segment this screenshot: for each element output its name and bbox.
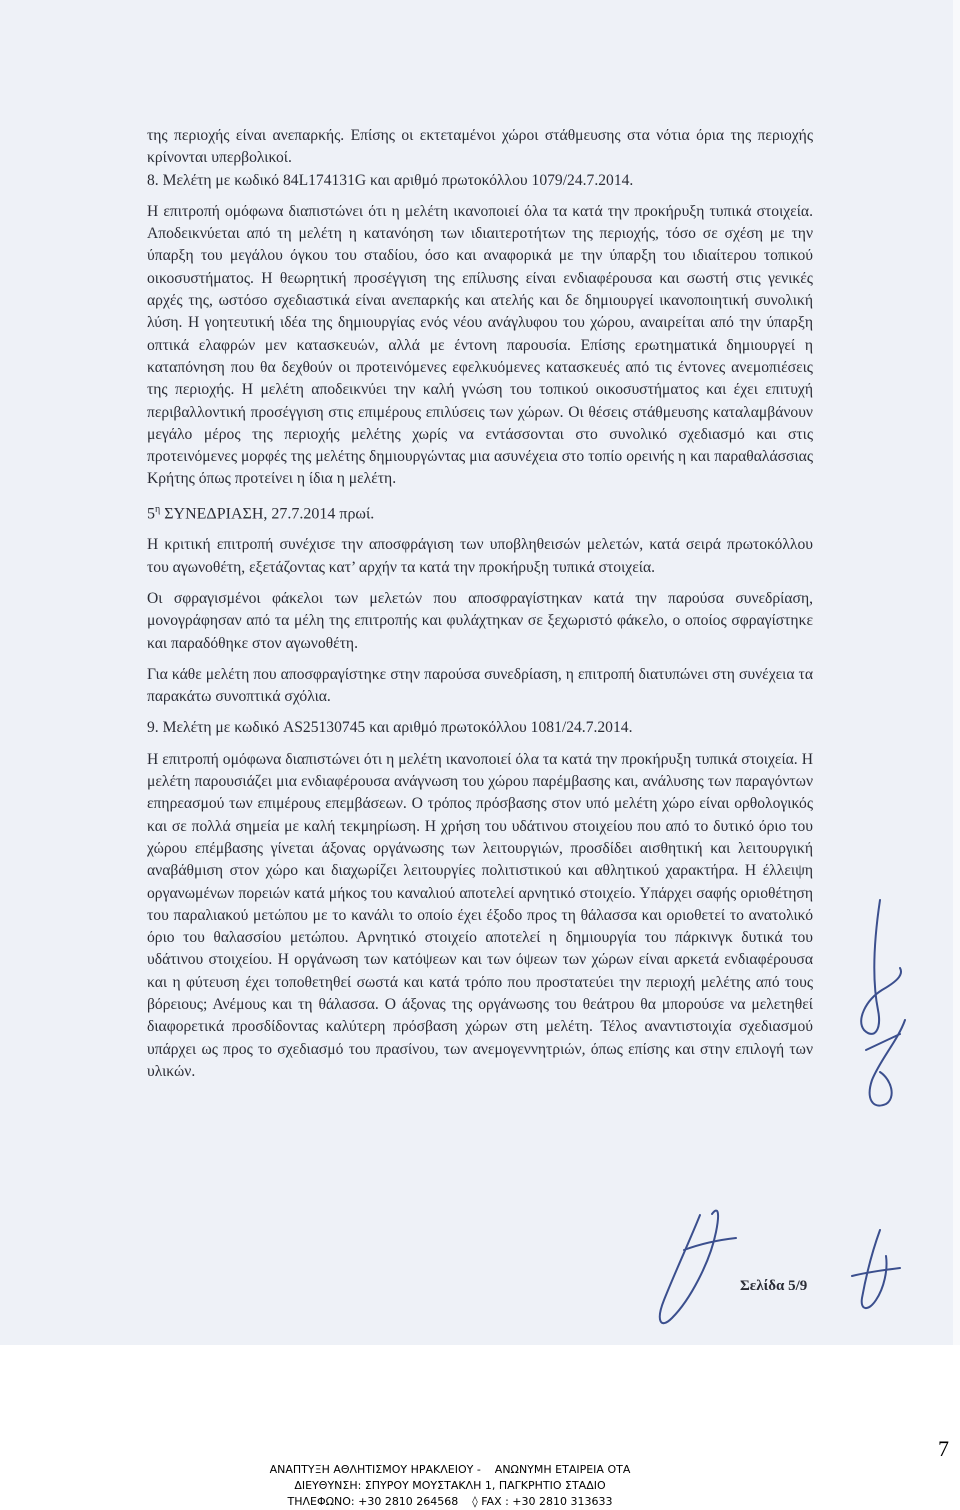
document-body xyxy=(147,125,813,1083)
paragraph-continuation: της περιοχής είναι ανεπαρκής. Επίσης οι εκτεταμένοι χώροι στάθμευσης στα νότια όρια της περιοχής κρίνονται υπερβολικοί. xyxy=(147,127,813,167)
session-intro-paragraph: Η κριτική επιτροπή συνέχισε την αποσφράγιση των υποβληθεισών μελετών, κατά σειρά πρωτοκόλλου του αγωνοθέτη, εξετάζοντας κατ’ αρχήν τα κατά την προκήρυξη τυπικά στοιχεία. xyxy=(147,536,813,576)
footer-line-1 xyxy=(180,1462,720,1478)
study-9-evaluation: Η επιτροπή ομόφωνα διαπιστώνει ότι η μελέτη ικανοποιεί όλα τα κατά την προκήρυξη τυπικά στοιχεία. Η μελέτη παρουσιάζει μια ενδιαφέρουσα ανάγνωση του χώρου παρέμβασης και, ανάλυσης των παραγόντων επηρεασμού των επιμέρους επεμβάσεων. Ο τρόπος πρόσβασης στον υπό μελέτη χώρο είναι ορθολογικός και σε πολλά σημεία με καλή τεκμηρίωση. Η χρήση του υδάτινου στοιχείου που από το δυτικό όριο του χώρου επέμβασης γίνεται άξονας οργάνωσης των λειτουργιών, προσδίδει αισθητική και λειτουργική αναβάθμιση στον χώρο και διαχωρίζει λειτουργίες πολιτιστικού και αθλητικού χαρακτήρα. Η έλλειψη οργανωμένων πορειών κατά μήκος του καναλιού αποτελεί αρνητικό στοιχείο. Υπάρχει σαφής οριοθέτηση του παραλιακού μετώπου με το κανάλι το οποίο έχει έξοδο προς τη θάλασσα και οριοθετεί το ανατολικό όριο του θαλασσίου μετώπου. Αρνητικό στοιχείο αποτελεί η δημιουργία του πάρκινγκ δυτικά του υδάτινου στοιχείου. Η οργάνωση των κατόψεων και των όψεων των χώρων είναι αρκετά ενδιαφέρουσα και η φύτευση έχει τοποθετηθεί σωστά και κατά τρόπο που προστατεύει την περιοχή μελέτης από τους βόρειους; Ανέμους και τη θάλασσα. Ο άξονας της οργάνωσης του θεάτρου θα μπορούσε να μελετηθεί διαφορετικά προσδίδοντας καλύτερη πρόσβαση χώρων στη μελέτη. Τέλος αναντιστοιχία σχεδιασμού υπάρχει ως προς το σχεδιασμό του πρασίνου, των ανεμογεννητριών, όπως επίσης και στην επιλογή των υλικών. xyxy=(147,750,813,1080)
study-8-heading: 8. Μελέτη με κωδικό 84L174131G και αριθμό πρωτοκόλλου 1079/24.7.2014. xyxy=(147,171,634,189)
page-label: Σελίδα 5/9 xyxy=(740,1278,808,1294)
footer-phone: ΤΗΛΕΦΩΝΟ: +30 2810 264568 xyxy=(287,1495,459,1508)
footer-address: ΔΙΕΥΘΥΝΣΗ: ΣΠΥΡΟΥ ΜΟΥΣΤΑΚΛΗ 1, ΠΑΓΚΡΗΤΙΟ ΣΤΑΔΙΟ xyxy=(294,1479,606,1492)
footer-fax: ◊ FAX : +30 2810 313633 xyxy=(472,1495,613,1508)
footer xyxy=(180,1462,720,1510)
session-heading xyxy=(147,499,813,526)
page-number: 7 xyxy=(938,1436,949,1461)
scan-edge xyxy=(953,0,960,1345)
footer-company: ΑΝΑΠΤΥΞΗ ΑΘΛΗΤΙΣΜΟΥ ΗΡΑΚΛΕΙΟΥ - xyxy=(269,1463,481,1476)
comments-intro-paragraph: Για κάθε μελέτη που αποσφραγίστηκε στην παρούσα συνεδρίαση, η επιτροπή διατυπώνει στη συνέχεια τα παρακάτω συνοπτικά σχόλια. xyxy=(147,665,813,706)
session-superscript: η xyxy=(155,503,161,515)
session-title: ΣΥΝΕΔΡΙΑΣΗ, 27.7.2014 πρωί. xyxy=(160,505,375,523)
session-number: 5 xyxy=(147,505,155,523)
footer-line-3 xyxy=(180,1494,720,1510)
study-8-evaluation: Η επιτροπή ομόφωνα διαπιστώνει ότι η μελέτη ικανοποιεί όλα τα κατά την προκήρυξη τυπικά στοιχεία. Αποδεικνύεται από τη μελέτη η κατανόηση των ιδιαιτεροτήτων της περιοχής, τόσο σε σχέση με την ύπαρξη του μεγάλου όγκου του σταδίου, όσο και αναφορικά με την ύπαρξη του ιδιαίτερου τοπικού οικοσυστήματος. Η θεωρητική προσέγγιση της επίλυσης είναι ενδιαφέρουσα και σωστή στις γενικές αρχές της, ωστόσο σχεδιαστικά είναι ανεπαρκής και ατελής και δε δημιουργεί ικανοποιητική συνολική λύση. Η γοητευτική ιδέα της δημιουργίας ενός νέου ανάγλυφου του χώρου, αναιρείται από την ύπαρξη οπτικά ελαφρών μεν κατασκευών, αλλά με έντονη παρουσία. Επίσης ερωτηματικά δημιουργεί η καταπόνηση που θα δεχθούν οι προτεινόμενες εφελκυόμενες κατασκευές από τις έντονες ανεμοπιέσεις της περιοχής. Η μελέτη αποδεικνύει την καλή γνώση του τοπικού οικοσυστήματος και έχει επιτυχή περιβαλλοντική προσέγγιση στις επιμέρους επιλύσεις των χώρων. Οι θέσεις στάθμευσης καταλαμβάνουν μεγάλο μέρος της περιοχής μελέτης χωρίς να εντάσσονται στο συνολικό σχεδιασμό και στις προτεινόμενες μορφές της μελέτης δημιουργώντας μια ασυνέχεια στο τοπίο ορεινής η και παραθαλάσσιας Κρήτης όπως προτείνει η ίδια η μελέτη. xyxy=(147,202,813,488)
study-9-heading: 9. Μελέτη με κωδικό AS25130745 και αριθμό πρωτοκόλλου 1081/24.7.2014. xyxy=(147,719,633,737)
footer-company-type: ΑΝΩΝΥΜΗ ΕΤΑΙΡΕΙΑ ΟΤΑ xyxy=(494,1463,631,1476)
sealed-envelopes-paragraph: Οι σφραγισμένοι φάκελοι των μελετών που αποσφραγίστηκαν κατά την παρούσα συνεδρίαση, μονογράφησαν από τα μέλη της επιτροπής και φυλάχτηκαν σε ξεχωριστό φάκελο, ο οποίος σφραγίστηκε και παραδόθηκε στον αγωνοθέτη. xyxy=(147,589,813,652)
